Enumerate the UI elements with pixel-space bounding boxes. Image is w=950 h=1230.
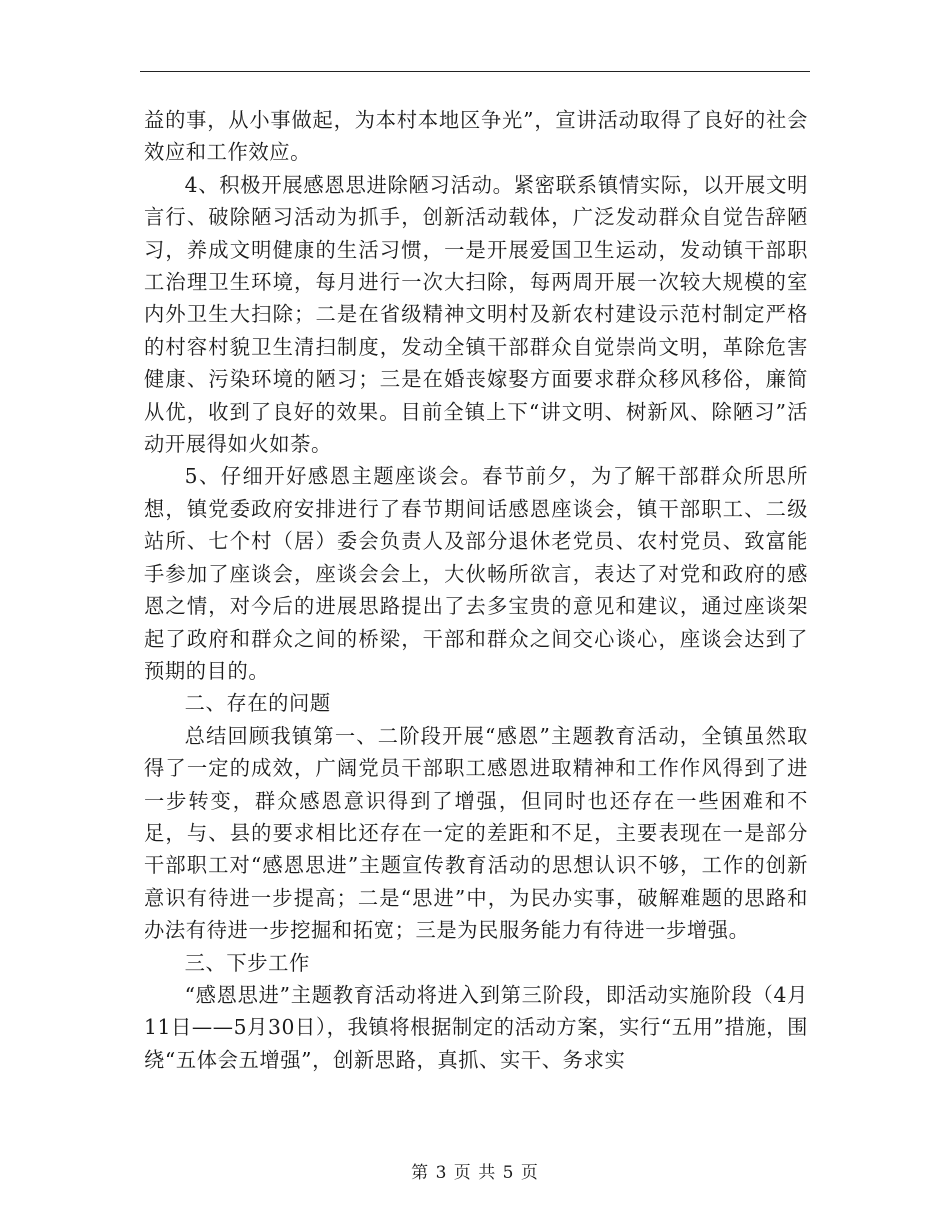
page-footer: 第 3 页 共 5 页 [411,1163,539,1183]
paragraph-2: 4、积极开展感恩思进除陋习活动。紧密联系镇情实际，以开展文明言行、破除陋习活动为抓手，创新活动载体，广泛发动群众自觉告辞陋习，养成文明健康的生活习惯，一是开展爱国卫生运动，发动镇干部职工治理卫生环境，每月进行一次大扫除，每两周开展一次较大规模的室内外卫生大扫除；二是在省级精神文明村及新农村建设示范村制定严格的村容村貌卫生清扫制度，发动全镇干部群众自觉崇尚文明，革除危害健康、污染环境的陋习；三是在婚丧嫁娶方面要求群众移风移俗，廉简从优，收到了良好的效果。目前全镇上下“讲文明、树新风、除陋习”活动开展得如火如荼。 [144,172,808,457]
header-rule [140,71,810,72]
paragraph-1: 益的事，从小事做起，为本村本地区争光”，宣讲活动取得了良好的社会效应和工作效应。 [144,108,808,165]
section-heading-problems: 二、存在的问题 [184,691,331,716]
section-heading-next-steps: 三、下步工作 [184,950,310,975]
document-body [144,104,808,1076]
paragraph-7: “感恩思进”主题教育活动将进入到第三阶段，即活动实施阶段（4月11日——5月30日），我镇将根据制定的活动方案，实行“五用”措施，围绕“五体会五增强”，创新思路，真抓、实干、务求实 [144,982,808,1072]
paragraph-5: 总结回顾我镇第一、二阶段开展“感恩”主题教育活动，全镇虽然取得了一定的成效，广阔党员干部职工感恩进取精神和工作作风得到了进一步转变，群众感恩意识得到了增强，但同时也还存在一些困难和不足，与、县的要求相比还存在一定的差距和不足，主要表现在一是部分干部职工对“感恩思进”主题宣传教育活动的思想认识不够，工作的创新意识有待进一步提高；二是“思进”中，为民办实事，破解难题的思路和办法有待进一步挖掘和拓宽；三是为民服务能力有待进一步增强。 [144,723,808,943]
paragraph-3: 5、仔细开好感恩主题座谈会。春节前夕，为了解干部群众所思所想，镇党委政府安排进行了春节期间话感恩座谈会，镇干部职工、二级站所、七个村（居）委会负责人及部分退休老党员、农村党员、致富能手参加了座谈会，座谈会会上，大伙畅所欲言，表达了对党和政府的感恩之情，对今后的进展思路提出了去多宝贵的意见和建议，通过座谈架起了政府和群众之间的桥梁，干部和群众之间交心谈心，座谈会达到了预期的目的。 [144,464,808,683]
